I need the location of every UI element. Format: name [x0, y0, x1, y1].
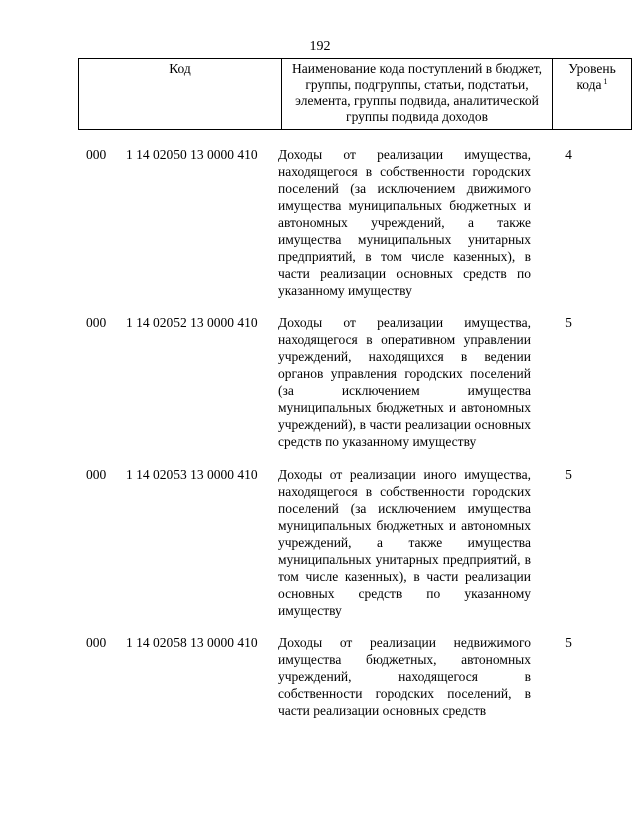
header-level: Уровень кода — [568, 61, 616, 92]
row-level: 5 — [565, 635, 572, 650]
table-header — [78, 58, 632, 130]
row-level: 5 — [565, 315, 572, 330]
row-name: Доходы от реализации иного имущества, находящегося в собственности городских поселений (за исключением имущества муниципальных бюджетных и автономных учреждений, а также имущества муниципальных унитарных предприятий, в том числе казенных), в части реализации основных средств по указанному имуществу — [278, 467, 531, 618]
row-name: Доходы от реализации недвижимого имущества бюджетных, автономных учреждений, находящегося в собственности городских поселений, в части реализации основных средств — [278, 635, 531, 718]
row-code: 1 14 02053 13 0000 410 — [126, 467, 258, 482]
row-name: Доходы от реализации имущества, находящегося в оперативном управлении учреждений, находящихся в ведении органов управления городских поселений (за исключением имущества муниципальных бюджетных и автономных учреждений), в части реализации основных средств по указанному имуществу — [278, 315, 531, 449]
row-code: 1 14 02058 13 0000 410 — [126, 635, 258, 650]
header-level-cell — [553, 59, 632, 130]
row-prefix: 000 — [86, 467, 107, 482]
row-level: 4 — [565, 147, 572, 162]
income-code-list — [86, 146, 606, 720]
header-name: Наименование кода поступлений в бюджет, группы, подгруппы, статьи, подстатьи, элемента, группы подвида, аналитической группы подвида доходов — [282, 59, 553, 130]
header-code: Код — [79, 59, 282, 130]
table-row — [86, 466, 606, 634]
row-code: 1 14 02050 13 0000 410 — [126, 147, 258, 162]
row-prefix: 000 — [86, 147, 107, 162]
row-name: Доходы от реализации имущества, находящегося в собственности городских поселений (за исключением движимого имущества муниципальных бюджетных и автономных учреждений, а также имущества муниципальных унитарных предприятий, в том числе казенных), в части реализации основных средств по указанному имуществу — [278, 147, 531, 298]
row-level: 5 — [565, 467, 572, 482]
header-level-footnote: 1 — [603, 76, 608, 86]
header-row — [79, 59, 632, 130]
table-row — [86, 146, 606, 314]
row-prefix: 000 — [86, 315, 107, 330]
row-code: 1 14 02052 13 0000 410 — [126, 315, 258, 330]
page-number: 192 — [309, 39, 331, 54]
table-row — [86, 314, 606, 466]
table-row — [86, 634, 606, 720]
row-prefix: 000 — [86, 635, 107, 650]
